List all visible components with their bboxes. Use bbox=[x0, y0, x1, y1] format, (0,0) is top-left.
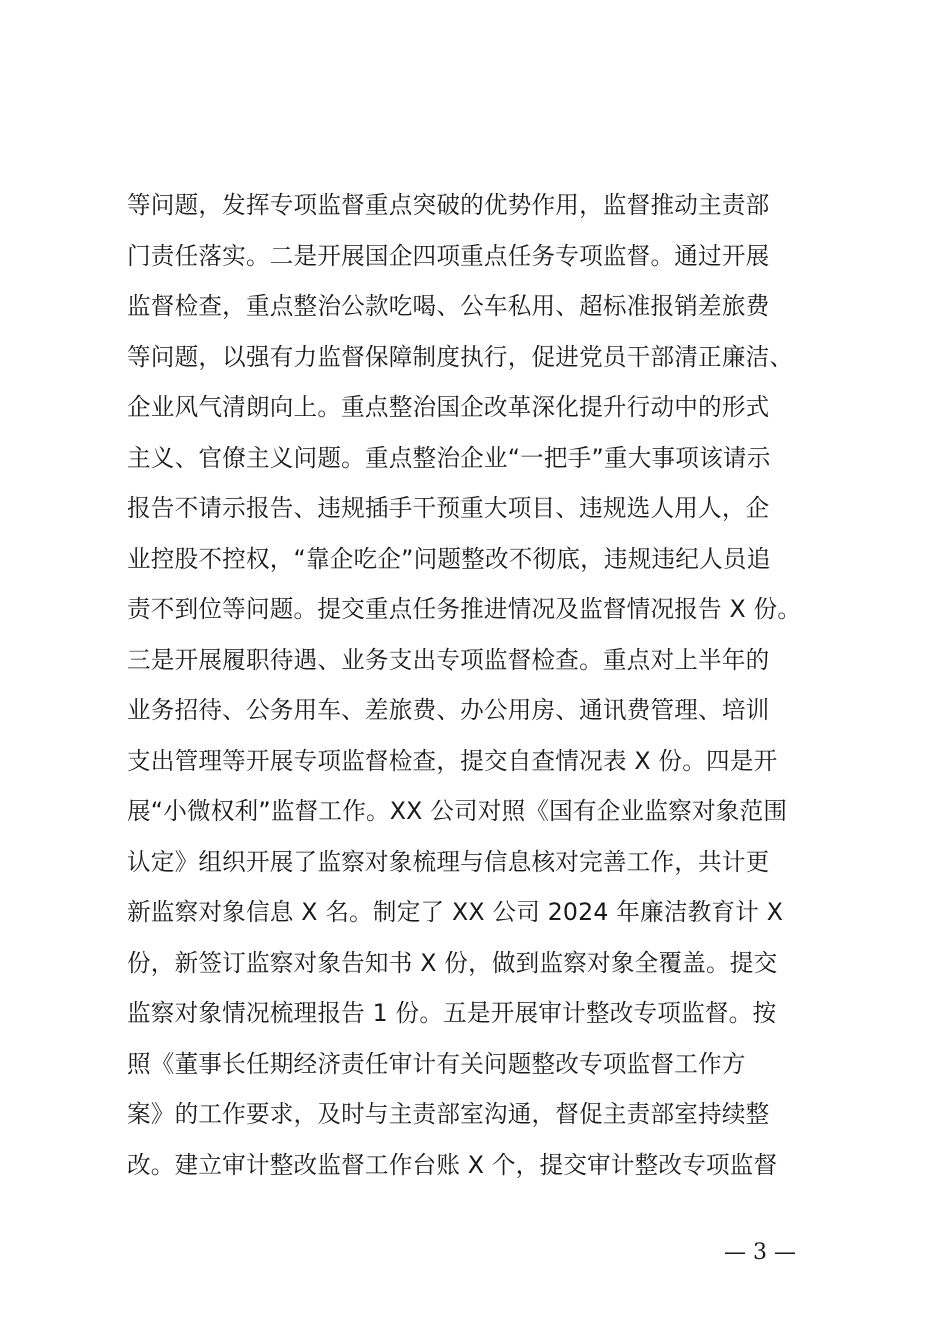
text-line: 业控股不控权，“靠企吃企”问题整改不彻底，违规违纪人员追 bbox=[127, 544, 771, 573]
text-line: 支出管理等开展专项监督检查，提交自查情况表 X 份。四是开 bbox=[127, 746, 778, 775]
text-line: 监察对象情况梳理报告 1 份。五是开展审计整改专项监督。按 bbox=[127, 999, 777, 1027]
text-line: 责不到位等问题。提交重点任务推进情况及监督情况报告 X 份。 bbox=[127, 595, 802, 623]
body-paragraph bbox=[127, 180, 847, 1190]
text-line: 报告不请示报告、违规插手干预重大项目、违规选人用人，企 bbox=[127, 494, 770, 522]
text-line: 认定》组织开展了监察对象梳理与信息核对完善工作，共计更 bbox=[127, 847, 770, 876]
text-line: 展“小微权利”监督工作。XX 公司对照《国有企业监察对象范围 bbox=[127, 797, 788, 825]
text-line: 等问题，以强有力监督保障制度执行，促进党员干部清正廉洁、 bbox=[127, 342, 794, 371]
text-line: 门责任落实。二是开展国企四项重点任务专项监督。通过开展 bbox=[127, 241, 770, 270]
text-line: 案》的工作要求，及时与主责部室沟通，督促主责部室持续整 bbox=[127, 1100, 770, 1128]
text-line: 照《董事长任期经济责任审计有关问题整改专项监督工作方 bbox=[127, 1049, 746, 1078]
text-line: 业务招待、公务用车、差旅费、办公用房、通讯费管理、培训 bbox=[127, 696, 770, 724]
text-line: 企业风气清朗向上。重点整治国企改革深化提升行动中的形式 bbox=[127, 393, 770, 421]
text-line: 等问题，发挥专项监督重点突破的优势作用，监督推动主责部 bbox=[127, 191, 770, 219]
text-line: 三是开展履职待遇、业务支出专项监督检查。重点对上半年的 bbox=[127, 645, 770, 674]
page-number: — 3 — bbox=[724, 1240, 796, 1265]
text-line: 监督检查，重点整治公款吃喝、公车私用、超标准报销差旅费 bbox=[127, 292, 770, 320]
text-line: 改。建立审计整改监督工作台账 X 个，提交审计整改专项监督 bbox=[127, 1150, 778, 1179]
text-line: 份，新签订监察对象告知书 X 份，做到监察对象全覆盖。提交 bbox=[127, 948, 778, 977]
text-line: 新监察对象信息 X 名。制定了 XX 公司 2024 年廉洁教育计 X bbox=[127, 898, 784, 926]
text-line: 主义、官僚主义问题。重点整治企业“一把手”重大事项该请示 bbox=[127, 443, 771, 472]
